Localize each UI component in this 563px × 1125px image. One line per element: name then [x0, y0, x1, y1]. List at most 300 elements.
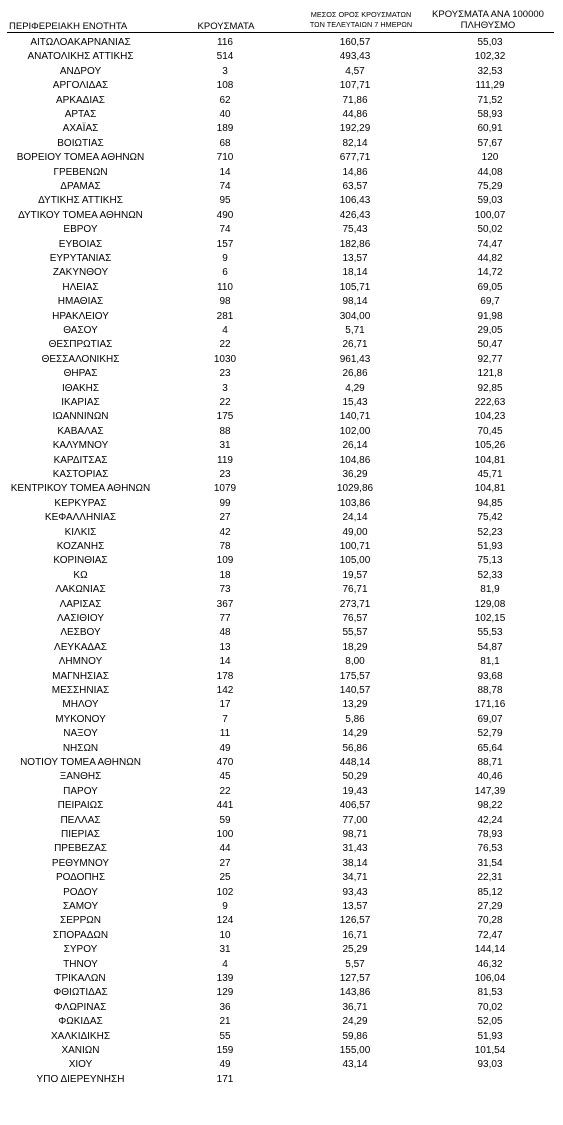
table-row [0, 655, 563, 669]
region-name: ΘΗΡΑΣ [63, 368, 98, 380]
table-row [0, 50, 563, 64]
table-row [0, 367, 563, 381]
cases-per-100000: 88,71 [477, 757, 503, 768]
region-name: ΚΕΝΤΡΙΚΟΥ ΤΟΜΕΑ ΑΘΗΝΩΝ [10, 483, 151, 495]
cases-per-100000: 75,29 [477, 181, 503, 192]
cases-per-100000: 55,03 [477, 37, 503, 48]
region-name: ΚΕΦΑΛΛΗΝΙΑΣ [44, 512, 117, 524]
region-name: ΙΘΑΚΗΣ [61, 382, 100, 394]
cases-per-100000: 51,93 [477, 1030, 503, 1042]
seven-day-average: 59,86 [342, 1030, 368, 1042]
cases-count: 78 [219, 541, 231, 552]
cases-count: 129 [216, 987, 234, 999]
table-row [0, 914, 563, 928]
cases-per-100000: 222,63 [474, 397, 506, 408]
table-row [0, 324, 563, 338]
region-name: ΤΗΝΟΥ [63, 958, 98, 970]
seven-day-average: 4,57 [345, 65, 365, 77]
region-name: ΣΕΡΡΩΝ [60, 915, 101, 927]
region-name: ΛΑΡΙΣΑΣ [59, 598, 102, 610]
cases-per-100000: 98,22 [477, 800, 503, 812]
table-row [0, 943, 563, 957]
seven-day-average: 105,71 [339, 281, 371, 293]
seven-day-average: 493,43 [339, 51, 371, 63]
cases-count: 68 [219, 137, 231, 149]
cases-count: 9 [222, 901, 228, 912]
cases-count: 31 [219, 944, 231, 956]
cases-count: 109 [216, 555, 234, 567]
seven-day-average: 26,71 [342, 339, 368, 351]
cases-count: 45 [219, 771, 231, 783]
table-row [0, 756, 563, 770]
header-per-line2: ΠΛΗΘΥΣΜΟ [460, 20, 516, 31]
region-name: ΑΝΔΡΟΥ [59, 65, 102, 77]
seven-day-average: 36,29 [342, 469, 368, 480]
table-row [0, 468, 563, 482]
cases-count: 27 [219, 857, 231, 869]
region-name: ΑΡΤΑΣ [64, 109, 97, 120]
cases-count: 25 [219, 872, 231, 884]
table-row [0, 670, 563, 684]
table-row [0, 554, 563, 568]
seven-day-average: 31,43 [342, 843, 368, 855]
region-name: ΣΥΡΟΥ [63, 944, 98, 956]
seven-day-average: 26,86 [342, 368, 368, 380]
table-row [0, 439, 563, 453]
cases-per-100000: 51,93 [477, 541, 503, 552]
region-name: ΚΑΒΑΛΑΣ [57, 425, 104, 437]
header-per-line1: ΚΡΟΥΣΜΑΤΑ ΑΝΑ 100000 [432, 9, 544, 20]
table-row [0, 1001, 563, 1015]
cases-count: 42 [219, 526, 231, 538]
header-average-line2: ΤΩΝ ΤΕΛΕΥΤΑΙΩΝ 7 ΗΜΕΡΩΝ [309, 20, 413, 29]
seven-day-average: 273,71 [339, 598, 371, 610]
cases-count: 157 [216, 238, 234, 250]
region-name: ΣΠΟΡΑΔΩΝ [52, 929, 109, 941]
cases-count: 108 [216, 80, 234, 92]
region-name: ΠΡΕΒΕΖΑΣ [54, 843, 107, 855]
region-name: ΛΕΥΚΑΔΑΣ [54, 641, 107, 653]
seven-day-average: 34,71 [342, 872, 368, 884]
region-name: ΕΥΡΥΤΑΝΙΑΣ [49, 253, 112, 264]
cases-per-100000: 52,79 [477, 728, 503, 740]
cases-per-100000: 58,93 [477, 109, 503, 120]
region-name: ΘΕΣΣΑΛΟΝΙΚΗΣ [41, 353, 120, 365]
seven-day-average: 4,29 [345, 382, 365, 394]
cases-count: 23 [219, 368, 231, 380]
cases-per-100000: 93,03 [477, 1059, 503, 1071]
cases-per-100000: 44,82 [477, 253, 503, 264]
cases-per-100000: 27,29 [477, 901, 503, 912]
cases-count: 102 [216, 886, 234, 898]
region-name: ΥΠΟ ΔΙΕΡΕΥΝΗΣΗ [36, 1073, 125, 1085]
region-name: ΡΕΘΥΜΝΟΥ [51, 857, 110, 869]
cases-count: 98 [219, 296, 231, 308]
seven-day-average: 49,00 [342, 526, 368, 538]
cases-count: 21 [219, 1016, 231, 1028]
seven-day-average: 155,00 [339, 1045, 371, 1056]
table-row [0, 382, 563, 396]
seven-day-average: 104,86 [339, 454, 371, 466]
table-row [0, 238, 563, 252]
region-name: ΦΛΩΡΙΝΑΣ [54, 1001, 107, 1013]
seven-day-average: 55,57 [342, 627, 368, 639]
cases-per-100000: 59,03 [477, 195, 503, 207]
table-row [0, 94, 563, 108]
header-cases: ΚΡΟΥΣΜΑΤΑ [197, 21, 255, 32]
cases-per-100000: 100,07 [474, 209, 506, 221]
seven-day-average: 44,86 [342, 109, 368, 120]
region-name: ΕΥΒΟΙΑΣ [58, 238, 103, 250]
cases-count: 88 [219, 425, 231, 437]
cases-per-100000: 102,32 [474, 51, 506, 63]
cases-count: 49 [219, 1059, 231, 1071]
cases-count: 367 [216, 598, 234, 610]
cases-per-100000: 54,87 [477, 641, 503, 653]
cases-per-100000: 45,71 [477, 469, 503, 480]
cases-per-100000: 72,47 [477, 929, 503, 941]
region-name: ΑΙΤΩΛΟΑΚΑΡΝΑΝΙΑΣ [30, 37, 131, 48]
region-name: ΣΑΜΟΥ [62, 901, 99, 912]
table-row [0, 929, 563, 943]
cases-per-100000: 104,23 [474, 411, 506, 423]
seven-day-average: 127,57 [339, 973, 371, 984]
region-name: ΜΕΣΣΗΝΙΑΣ [51, 685, 110, 696]
cases-per-100000: 106,04 [474, 973, 506, 984]
cases-per-100000: 60,91 [477, 123, 503, 135]
region-name: ΚΙΛΚΙΣ [64, 526, 97, 538]
region-name: ΧΙΟΥ [68, 1059, 93, 1071]
cases-count: 3 [222, 65, 228, 77]
cases-per-100000: 104,81 [474, 483, 506, 495]
table-row [0, 511, 563, 525]
cases-per-100000: 32,53 [477, 65, 503, 77]
seven-day-average: 143,86 [339, 987, 371, 999]
cases-count: 22 [219, 785, 231, 797]
table-row [0, 353, 563, 367]
cases-count: 9 [222, 253, 228, 264]
cases-per-100000: 55,53 [477, 627, 503, 639]
cases-per-100000: 14,72 [477, 267, 503, 279]
table-row [0, 641, 563, 655]
cases-count: 139 [216, 973, 234, 984]
seven-day-average: 126,57 [339, 915, 371, 927]
table-row [0, 540, 563, 554]
table-row [0, 785, 563, 799]
table-row [0, 770, 563, 784]
region-name: ΗΜΑΘΙΑΣ [57, 296, 104, 308]
seven-day-average: 76,71 [342, 584, 368, 596]
seven-day-average: 15,43 [342, 397, 368, 408]
region-name: ΔΥΤΙΚΗΣ ΑΤΤΙΚΗΣ [38, 195, 123, 207]
region-name: ΡΟΔΟΥ [63, 886, 98, 898]
cases-count: 178 [216, 670, 234, 682]
region-name: ΓΡΕΒΕΝΩΝ [53, 166, 108, 178]
cases-count: 48 [219, 627, 231, 639]
table-row [0, 986, 563, 1000]
cases-count: 49 [219, 742, 231, 754]
seven-day-average: 14,29 [342, 728, 368, 740]
table-row [0, 972, 563, 986]
table-row [0, 295, 563, 309]
region-name: ΘΑΣΟΥ [63, 325, 98, 336]
table-row [0, 1058, 563, 1072]
seven-day-average: 304,00 [339, 310, 371, 322]
seven-day-average: 36,71 [342, 1001, 368, 1013]
cases-count: 31 [219, 440, 231, 452]
cases-per-100000: 57,67 [477, 137, 503, 149]
table-row [0, 410, 563, 424]
seven-day-average: 961,43 [339, 353, 371, 365]
region-name: ΦΩΚΙΔΑΣ [58, 1016, 103, 1028]
cases-count: 10 [219, 929, 231, 941]
seven-day-average: 406,57 [339, 800, 371, 812]
cases-per-100000: 92,77 [477, 353, 503, 365]
region-name: ΖΑΚΥΝΘΟΥ [52, 267, 109, 279]
seven-day-average: 14,86 [342, 166, 368, 178]
region-name: ΚΑΣΤΟΡΙΑΣ [52, 469, 109, 480]
region-name: ΗΡΑΚΛΕΙΟΥ [52, 310, 109, 322]
cases-per-100000: 92,85 [477, 382, 503, 394]
region-name: ΚΑΡΔΙΤΣΑΣ [53, 454, 108, 466]
table-row [0, 310, 563, 324]
table-row [0, 569, 563, 583]
region-name: ΘΕΣΠΡΩΤΙΑΣ [48, 339, 113, 351]
cases-per-100000: 81,1 [480, 656, 500, 668]
header-region: ΠΕΡΙΦΕΡΕΙΑΚΗ ΕΝΟΤΗΤΑ [9, 21, 128, 32]
cases-per-100000: 52,23 [477, 526, 503, 538]
table-row [0, 713, 563, 727]
cases-per-100000: 144,14 [474, 944, 506, 956]
cases-count: 710 [216, 152, 234, 164]
seven-day-average: 63,57 [342, 181, 368, 192]
cases-per-100000: 75,13 [477, 555, 503, 567]
region-name: ΛΕΣΒΟΥ [60, 627, 101, 639]
table-row [0, 1015, 563, 1029]
region-name: ΛΑΣΙΘΙΟΥ [57, 613, 104, 624]
cases-count: 44 [219, 843, 231, 855]
cases-per-100000: 52,05 [477, 1016, 503, 1028]
table-row [0, 137, 563, 151]
cases-per-100000: 104,81 [474, 454, 506, 466]
table-row [0, 742, 563, 756]
table-row [0, 698, 563, 712]
seven-day-average: 18,14 [342, 267, 368, 279]
cases-per-100000: 50,02 [477, 224, 503, 236]
cases-per-100000: 102,15 [474, 613, 506, 624]
region-name: ΗΛΕΙΑΣ [62, 281, 99, 293]
region-name: ΝΗΣΩΝ [62, 742, 99, 754]
table-row [0, 180, 563, 194]
table-row [0, 857, 563, 871]
region-name: ΑΝΑΤΟΛΙΚΗΣ ΑΤΤΙΚΗΣ [27, 51, 134, 63]
cases-count: 4 [222, 958, 228, 970]
seven-day-average: 140,71 [339, 411, 371, 423]
seven-day-average: 16,71 [342, 929, 368, 941]
cases-per-100000: 105,26 [474, 440, 506, 452]
header-average-line1: ΜΕΣΟΣ ΟΡΟΣ ΚΡΟΥΣΜΑΤΩΝ [310, 10, 412, 19]
table-row [0, 727, 563, 741]
seven-day-average: 82,14 [342, 137, 368, 149]
region-name: ΠΕΛΛΑΣ [60, 814, 101, 826]
region-name: ΚΑΛΥΜΝΟΥ [52, 440, 109, 452]
region-name: ΡΟΔΟΠΗΣ [55, 872, 106, 884]
table-row [0, 194, 563, 208]
seven-day-average: 160,57 [339, 37, 371, 48]
cases-per-100000: 76,53 [477, 843, 503, 855]
cases-count: 74 [219, 224, 231, 236]
cases-count: 110 [217, 281, 233, 293]
cases-per-100000: 93,68 [477, 670, 503, 682]
seven-day-average: 426,43 [339, 209, 371, 221]
region-name: ΚΕΡΚΥΡΑΣ [54, 497, 107, 509]
table-row [0, 814, 563, 828]
cases-per-100000: 120 [481, 152, 499, 164]
region-name: ΒΟΙΩΤΙΑΣ [57, 137, 104, 149]
cases-count: 1079 [213, 483, 237, 495]
cases-per-100000: 129,08 [474, 598, 506, 610]
seven-day-average: 5,57 [345, 958, 365, 970]
cases-count: 7 [222, 713, 228, 725]
region-name: ΑΧΑΪΑΣ [62, 123, 99, 135]
cases-per-100000: 111,29 [475, 80, 505, 92]
region-name: ΒΟΡΕΙΟΥ ΤΟΜΕΑ ΑΘΗΝΩΝ [16, 152, 145, 164]
cases-per-100000: 46,32 [477, 958, 503, 970]
cases-count: 36 [219, 1001, 231, 1013]
region-name: ΛΑΚΩΝΙΑΣ [55, 584, 106, 596]
cases-per-100000: 147,39 [474, 785, 506, 797]
table-row [0, 223, 563, 237]
seven-day-average: 448,14 [339, 757, 371, 768]
cases-per-100000: 70,45 [477, 425, 503, 437]
seven-day-average: 107,71 [339, 80, 371, 92]
table-row [0, 209, 563, 223]
region-name: ΚΟΖΑΝΗΣ [56, 541, 105, 552]
cases-count: 11 [219, 728, 231, 740]
region-name: ΜΥΚΟΝΟΥ [55, 713, 106, 725]
seven-day-average: 56,86 [342, 742, 368, 754]
cases-per-100000: 40,46 [477, 771, 503, 783]
table-row [0, 79, 563, 93]
table-row [0, 36, 563, 50]
table-row [0, 612, 563, 626]
seven-day-average: 18,29 [342, 641, 368, 653]
table-row [0, 598, 563, 612]
region-name: ΠΕΙΡΑΙΩΣ [57, 800, 104, 812]
cases-per-100000: 70,02 [477, 1001, 503, 1013]
table-row [0, 842, 563, 856]
region-name: ΚΟΡΙΝΘΙΑΣ [53, 555, 108, 567]
region-name: ΕΒΡΟΥ [63, 224, 98, 236]
cases-count: 470 [216, 757, 234, 768]
seven-day-average: 105,00 [339, 555, 371, 567]
table-row [0, 122, 563, 136]
cases-count: 124 [216, 915, 234, 927]
cases-per-100000: 69,07 [477, 713, 503, 725]
cases-count: 281 [216, 310, 234, 322]
seven-day-average: 38,14 [342, 857, 368, 869]
table-row [0, 958, 563, 972]
seven-day-average: 93,43 [342, 886, 368, 898]
cases-per-100000: 50,47 [477, 339, 503, 351]
cases-per-100000: 81,9 [480, 584, 500, 596]
cases-count: 116 [217, 37, 233, 48]
seven-day-average: 13,29 [342, 699, 368, 711]
cases-count: 27 [219, 512, 231, 524]
cases-per-100000: 65,64 [477, 742, 503, 754]
table-row [0, 1030, 563, 1044]
cases-per-100000: 121,8 [477, 368, 503, 380]
table-row [0, 281, 563, 295]
cases-count: 159 [216, 1045, 234, 1056]
cases-per-100000: 29,05 [477, 325, 503, 336]
seven-day-average: 13,57 [342, 253, 368, 264]
cases-per-100000: 69,05 [477, 281, 503, 293]
cases-per-100000: 91,98 [477, 310, 503, 322]
table-row [0, 684, 563, 698]
cases-count: 14 [219, 656, 231, 668]
cases-count: 119 [217, 454, 233, 466]
cases-per-100000: 85,12 [477, 886, 503, 898]
seven-day-average: 76,57 [342, 613, 368, 624]
header-underline [7, 32, 554, 33]
seven-day-average: 100,71 [339, 541, 371, 552]
region-name: ΦΘΙΩΤΙΔΑΣ [53, 987, 108, 999]
seven-day-average: 43,14 [342, 1059, 368, 1071]
table-row [0, 425, 563, 439]
cases-count: 23 [219, 469, 231, 480]
cases-per-100000: 94,85 [477, 497, 503, 509]
cases-count: 55 [219, 1030, 231, 1042]
cases-per-100000: 70,28 [477, 915, 503, 927]
seven-day-average: 106,43 [339, 195, 371, 207]
cases-count: 77 [219, 613, 231, 624]
region-name: ΧΑΝΙΩΝ [61, 1045, 100, 1056]
cases-count: 73 [219, 584, 231, 596]
table-row [0, 338, 563, 352]
region-name: ΝΟΤΙΟΥ ΤΟΜΕΑ ΑΘΗΝΩΝ [20, 757, 141, 768]
table-row [0, 828, 563, 842]
cases-per-100000: 81,53 [477, 987, 503, 999]
region-name: ΔΥΤΙΚΟΥ ΤΟΜΕΑ ΑΘΗΝΩΝ [18, 209, 143, 221]
seven-day-average: 677,71 [339, 152, 371, 164]
cases-count: 3 [222, 382, 228, 394]
cases-per-100000: 31,54 [477, 857, 503, 869]
cases-count: 59 [219, 814, 231, 826]
cases-per-100000: 75,42 [477, 512, 503, 524]
seven-day-average: 5,86 [345, 713, 365, 725]
cases-count: 142 [216, 685, 234, 696]
cases-count: 14 [219, 166, 231, 178]
region-name: ΜΗΛΟΥ [62, 699, 99, 711]
cases-count: 13 [219, 641, 231, 653]
region-name: ΞΑΝΘΗΣ [59, 771, 102, 783]
region-name: ΚΩ [73, 569, 88, 581]
seven-day-average: 102,00 [339, 425, 371, 437]
seven-day-average: 26,14 [342, 440, 368, 452]
region-name: ΙΩΑΝΝΙΝΩΝ [52, 411, 109, 423]
cases-count: 490 [216, 209, 234, 221]
seven-day-average: 75,43 [342, 224, 368, 236]
cases-count: 1030 [213, 353, 237, 365]
seven-day-average: 19,43 [342, 785, 368, 797]
table-row [0, 482, 563, 496]
table-row [0, 871, 563, 885]
table-row [0, 454, 563, 468]
cases-count: 99 [219, 497, 231, 509]
table-row [0, 1073, 563, 1087]
seven-day-average: 192,29 [339, 123, 371, 135]
